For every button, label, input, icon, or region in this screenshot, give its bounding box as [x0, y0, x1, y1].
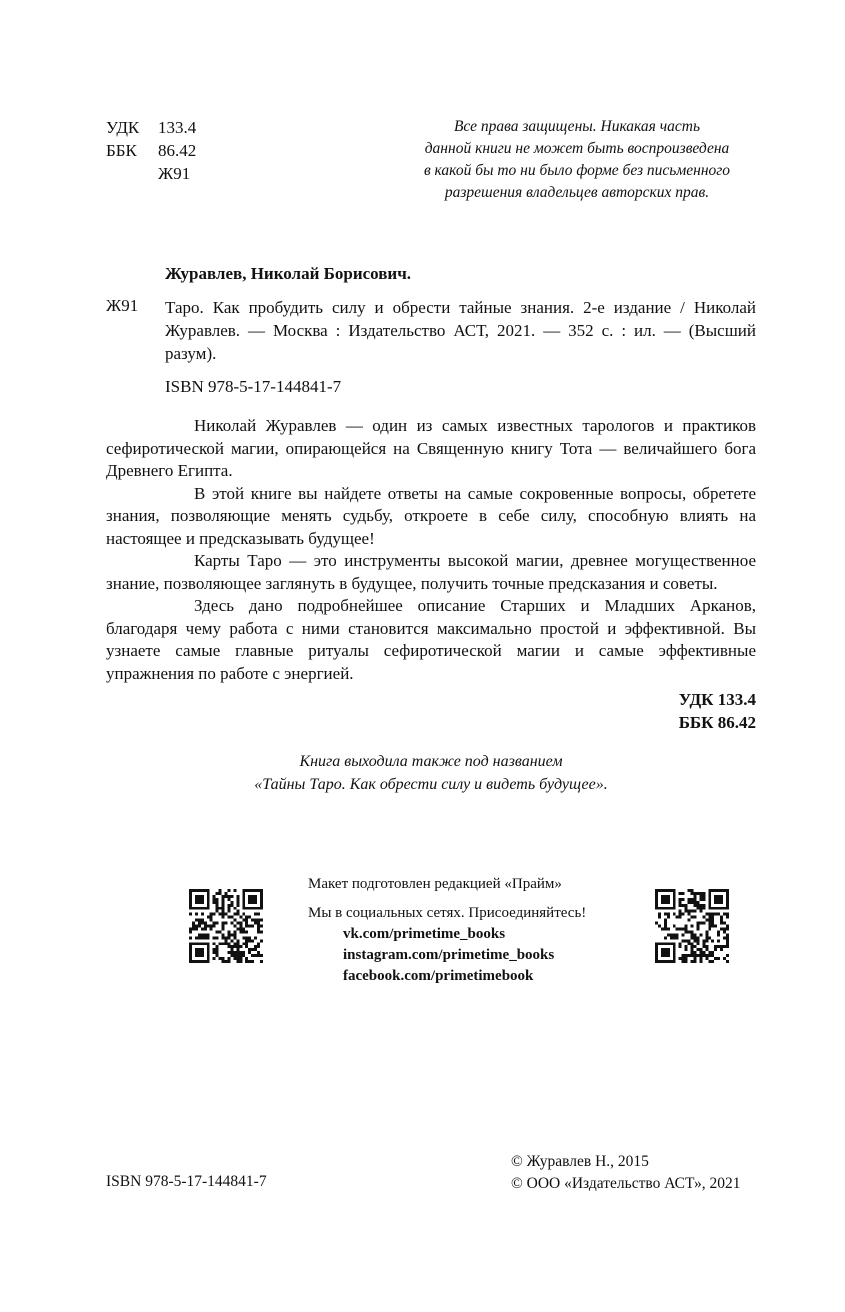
annotation-paragraph: Здесь дано подробнейшее описание Старших и Младших Арканов, благодаря чему работа с ними становится максимально простой и эффективной. Вы узнаете самые главные ритуалы сефиротической магии и самые эффективные упражнения по работе с энергией.	[106, 596, 756, 683]
social-intro: Мы в социальных сетях. Присоединяйтесь!	[308, 905, 587, 921]
bbk-value: 86.42	[158, 141, 197, 160]
isbn-line: ISBN 978-5-17-144841-7	[165, 377, 342, 396]
social-link-facebook[interactable]: facebook.com/primetimebook	[343, 968, 534, 984]
isbn-bottom: ISBN 978-5-17-144841-7	[106, 1173, 267, 1190]
classification-block	[106, 116, 196, 185]
qr-code-icon[interactable]	[655, 889, 729, 963]
udk-label: УДК	[106, 118, 140, 137]
rights-notice	[398, 116, 756, 204]
bibliographic-record: Таро. Как пробудить силу и обрести тайные знания. 2-е издание / Николай Журавлев. — Москва : Издательство АСТ, 2021. — 352 с. : ил. — (Высший разум).	[165, 298, 756, 363]
author-heading: Журавлев, Николай Борисович.	[165, 264, 412, 283]
copyright-line: © ООО «Издательство АСТ», 2021	[511, 1175, 741, 1192]
record-code: Ж91	[106, 296, 139, 315]
qr-code-icon[interactable]	[189, 889, 263, 963]
udk-bbk-right	[600, 688, 756, 734]
copyright-line: © Журавлев Н., 2015	[511, 1153, 649, 1170]
alt-title-line: Книга выходила также под названием	[299, 753, 563, 770]
annotation-paragraph: Николай Журавлев — один из самых известных тарологов и практиков сефиротической магии, опирающейся на Священную книгу Тота — величайшего бога Древнего Египта.	[106, 416, 756, 480]
udk-value: 133.4	[158, 118, 197, 137]
annotation-paragraph: В этой книге вы найдете ответы на самые сокровенные вопросы, обретете знания, позволяющие менять судьбу, откроете в себе силу, способную влиять на настоящее и предсказывать будущее!	[106, 483, 756, 548]
bbk-label: ББК	[106, 141, 137, 160]
rights-line: разрешения владельцев авторских прав.	[444, 184, 710, 201]
udk-right-line: УДК 133.4	[678, 690, 756, 709]
copyright-block	[511, 1151, 741, 1195]
rights-line: данной книги не может быть воспроизведена	[424, 140, 730, 157]
annotation	[106, 415, 756, 685]
social-link-instagram[interactable]: instagram.com/primetime_books	[343, 947, 555, 963]
prepared-by: Макет подготовлен редакцией «Прайм»	[308, 876, 562, 892]
author-mark: Ж91	[158, 164, 191, 183]
social-link-vk[interactable]: vk.com/primetime_books	[343, 926, 506, 942]
alternate-title-note	[106, 750, 756, 796]
social-block	[308, 903, 586, 987]
alt-title-line: «Тайны Таро. Как обрести силу и видеть будущее».	[254, 776, 608, 793]
rights-line: Все права защищены. Никакая часть	[453, 118, 701, 135]
annotation-paragraph: Карты Таро — это инструменты высокой магии, древнее могущественное знание, позволяющее заглянуть в будущее, получить точные предсказания и советы.	[106, 551, 756, 593]
bbk-right-line: ББК 86.42	[678, 713, 756, 732]
rights-line: в какой бы то ни было форме без письменного	[423, 162, 731, 179]
